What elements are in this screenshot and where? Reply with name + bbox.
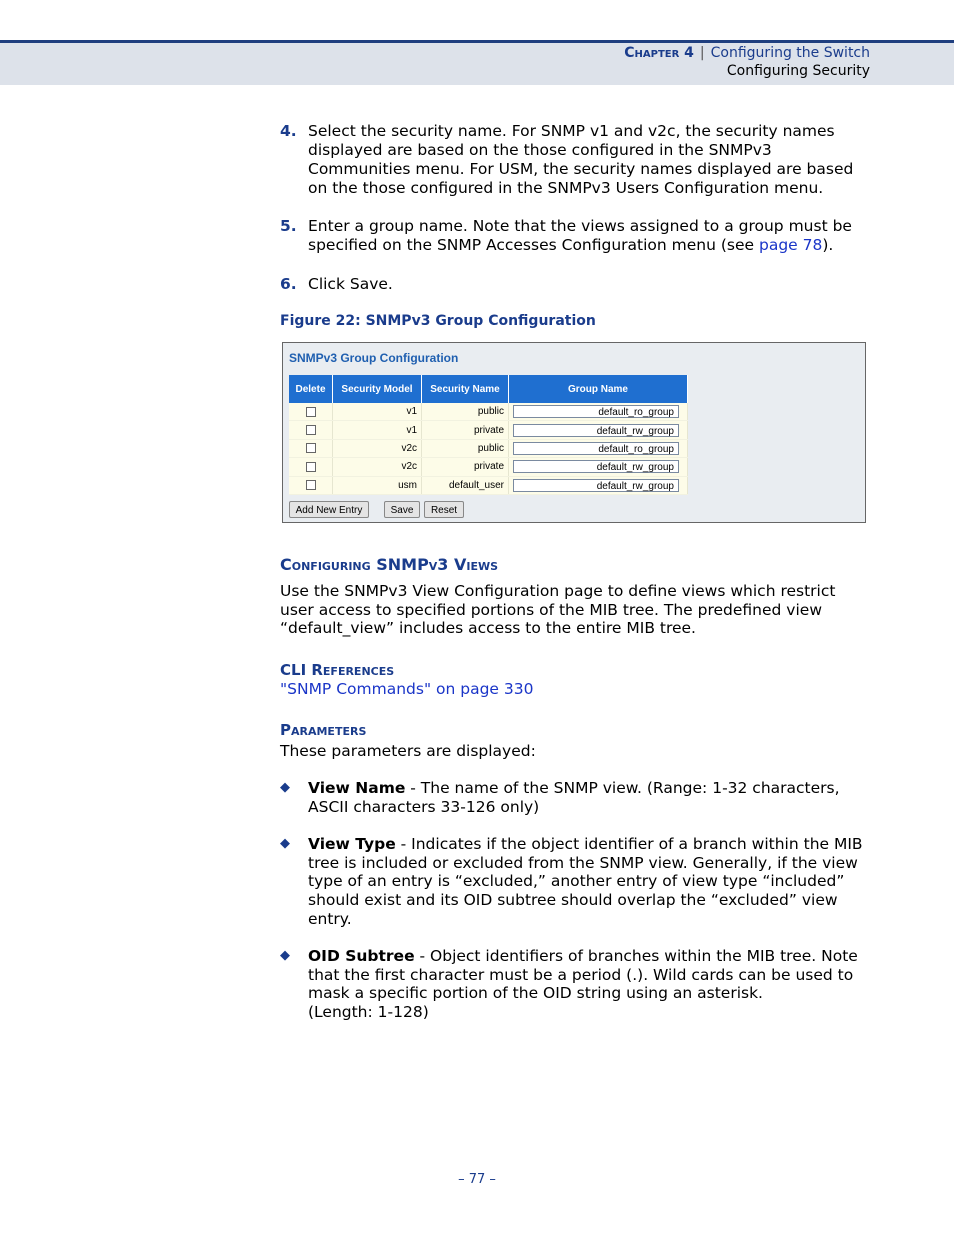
table-row [289, 458, 688, 476]
step-text [308, 217, 870, 255]
security-name-cell: private [422, 458, 509, 476]
table-row [289, 476, 688, 494]
param-term: OID Subtree [308, 947, 415, 965]
param-length: (Length: 1-128) [308, 1003, 429, 1022]
security-model-cell: v2c [333, 458, 422, 476]
chapter-title: Configuring the Switch [710, 45, 870, 61]
table-row [289, 403, 688, 421]
diamond-bullet-icon: ◆ [280, 780, 290, 795]
step-text: Select the security name. For SNMP v1 and v2c, the security names displayed are based on the those configured in the SNMPv3 Communities menu. For USM, the security names displayed are based on the those configured in the SNMPv3 Users Configuration menu. [308, 122, 854, 197]
col-security-name: Security Name [422, 375, 509, 403]
cli-references-heading: CLI References [280, 661, 395, 679]
security-model-cell: usm [333, 476, 422, 494]
security-name-cell: private [422, 421, 509, 439]
step-number: 6. [280, 275, 297, 293]
security-model-cell: v2c [333, 439, 422, 457]
group-name-input[interactable]: default_ro_group [513, 405, 679, 418]
group-name-input[interactable]: default_rw_group [513, 460, 679, 473]
security-model-cell: v1 [333, 403, 422, 421]
group-config-table [289, 375, 688, 495]
delete-checkbox[interactable] [306, 425, 316, 435]
security-name-cell: public [422, 439, 509, 457]
security-name-cell: public [422, 403, 509, 421]
running-header-section: Configuring Security [726, 63, 870, 79]
param-oid-subtree [280, 947, 870, 1022]
step-5 [280, 217, 870, 255]
snmp-commands-link[interactable]: "SNMP Commands" on page 330 [280, 680, 534, 698]
section-heading: Configuring SNMPv3 Views [280, 555, 499, 574]
add-new-entry-button[interactable]: Add New Entry [289, 501, 369, 518]
table-row [289, 439, 688, 457]
diamond-bullet-icon: ◆ [280, 836, 290, 851]
running-header-chapter [624, 45, 870, 61]
step-number: 4. [280, 122, 297, 140]
col-group-name: Group Name [509, 375, 688, 403]
group-name-input[interactable]: default_ro_group [513, 442, 679, 455]
group-name-input[interactable]: default_rw_group [513, 479, 679, 492]
param-description: - The name of the SNMP view. (Range: 1-32 characters, ASCII characters 33-126 only) [308, 779, 840, 816]
step-6 [280, 275, 870, 294]
param-term: View Type [308, 835, 396, 853]
step-text-after: ). [822, 236, 834, 254]
parameters-intro: These parameters are displayed: [280, 742, 536, 760]
delete-checkbox[interactable] [306, 443, 316, 453]
delete-checkbox[interactable] [306, 462, 316, 472]
col-delete: Delete [289, 375, 333, 403]
step-text: Click Save. [308, 275, 393, 293]
step-4 [280, 122, 870, 198]
param-view-name [280, 779, 870, 816]
security-name-cell: default_user [422, 476, 509, 494]
param-view-type [280, 835, 870, 929]
param-description: - Object identifiers of branches within the MIB tree. Note that the first character must be a period (.). Wild cards can be used to mask a specific portion of the OID string using an asterisk. [308, 947, 858, 1003]
reset-button[interactable]: Reset [424, 501, 464, 518]
group-name-input[interactable]: default_rw_group [513, 424, 679, 437]
delete-checkbox[interactable] [306, 407, 316, 417]
figure-caption: Figure 22: SNMPv3 Group Configuration [280, 313, 596, 329]
snmpv3-group-config-figure [282, 342, 866, 523]
chapter-label: Chapter 4 [624, 45, 694, 61]
param-term: View Name [308, 779, 406, 797]
param-description: - Indicates if the object identifier of a branch within the MIB tree is included or excluded from the SNMP view. Generally, if the view type of an entry is “excluded,” another entry of view type “included” should exist and its OID subtree should overlap the “excluded” view entry. [308, 835, 863, 928]
parameters-heading: Parameters [280, 721, 367, 739]
table-row [289, 421, 688, 439]
diamond-bullet-icon: ◆ [280, 948, 290, 963]
page-78-link[interactable]: page 78 [759, 236, 823, 254]
delete-checkbox[interactable] [306, 480, 316, 490]
header-separator: | [699, 45, 705, 61]
col-security-model: Security Model [333, 375, 422, 403]
save-button[interactable]: Save [384, 501, 420, 518]
table-header-row [289, 375, 688, 403]
section-intro: Use the SNMPv3 View Configuration page to define views which restrict user access to specified portions of the MIB tree. The predefined view “default_view” includes access to the entire MIB tree. [280, 582, 836, 637]
security-model-cell: v1 [333, 421, 422, 439]
page-number: – 77 – [458, 1172, 496, 1187]
figure-panel-title: SNMPv3 Group Configuration [289, 351, 459, 365]
step-number: 5. [280, 217, 297, 235]
step-text-before: Enter a group name. Note that the views assigned to a group must be specified on the SNMP Accesses Configuration menu (see [308, 217, 852, 254]
